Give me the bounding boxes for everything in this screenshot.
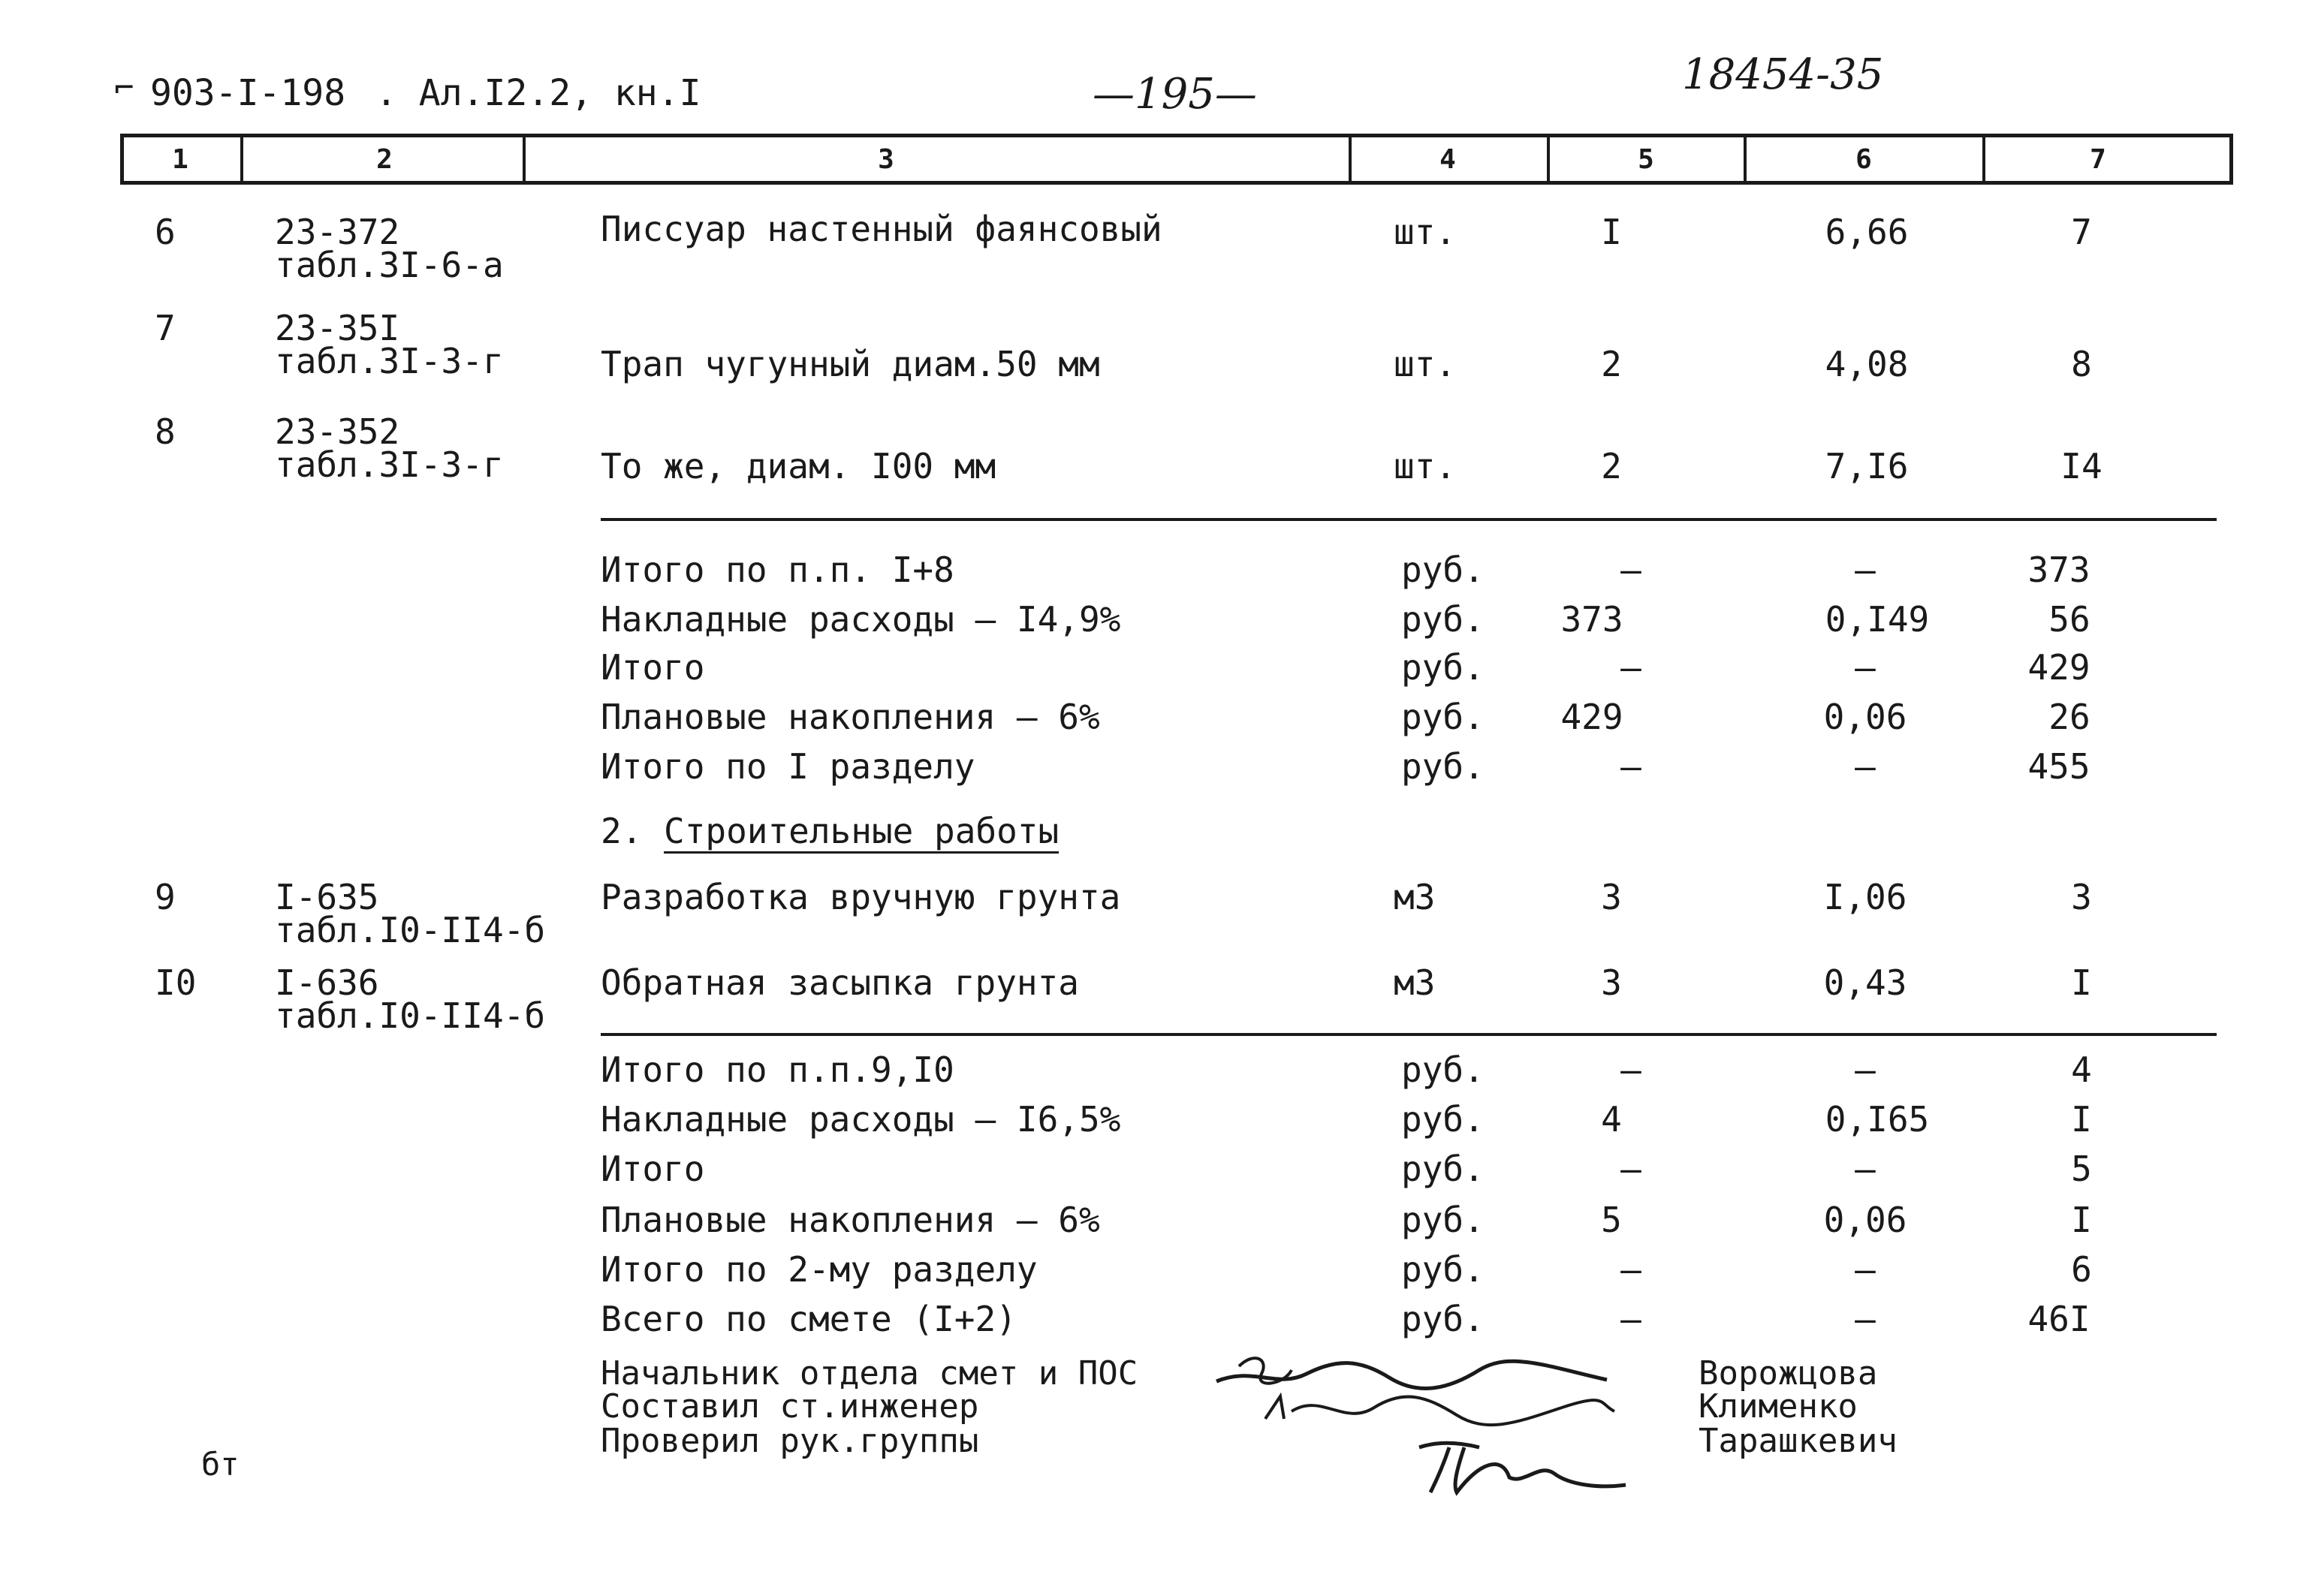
column-number: 5 [1638, 144, 1654, 175]
summary-divider [601, 518, 2217, 521]
summary-base: 5 [1601, 1200, 1622, 1240]
row-number: 8 [155, 411, 176, 452]
handwritten-signature [1262, 1389, 1622, 1434]
summary-rate: – [1855, 550, 1876, 590]
summary-rate: 0,06 [1823, 697, 1907, 737]
summary-base: – [1620, 746, 1641, 787]
rate-code: 23-372 [275, 212, 400, 252]
column-number: 2 [376, 144, 393, 175]
summary-base: – [1620, 1149, 1641, 1189]
corner-mark: ⌐ [114, 69, 134, 107]
rate-code: 23-35I [275, 308, 400, 348]
unit-price: 4,08 [1825, 344, 1909, 384]
rate-code: I-635 [275, 877, 379, 917]
total: 7 [2071, 212, 2092, 252]
summary-base: 4 [1601, 1099, 1622, 1140]
summary-unit: руб. [1401, 746, 1485, 787]
summary-unit: руб. [1401, 647, 1485, 688]
summary-unit: руб. [1401, 1249, 1485, 1290]
summary-base: – [1620, 1249, 1641, 1290]
unit: м3 [1394, 877, 1436, 917]
item-name: Обратная засыпка грунта [601, 962, 1079, 1003]
unit: шт. [1394, 212, 1457, 252]
summary-total: 373 [2027, 550, 2090, 590]
rate-table: табл.3I-3-г [275, 341, 504, 381]
summary-total: 429 [2027, 647, 2090, 688]
summary-rate: – [1855, 1049, 1876, 1090]
summary-rate: – [1855, 746, 1876, 787]
total: 3 [2071, 877, 2092, 917]
summary-total: I [2071, 1099, 2092, 1140]
summary-rate: 0,I49 [1825, 599, 1930, 640]
summary-unit: руб. [1401, 550, 1485, 590]
summary-unit: руб. [1401, 1299, 1485, 1339]
total: I4 [2060, 446, 2103, 486]
summary-unit: руб. [1401, 1200, 1485, 1240]
column-number: 1 [172, 144, 188, 175]
column-number: 4 [1439, 144, 1456, 175]
rate-code: 23-352 [275, 411, 400, 452]
album-ref: . Ал.I2.2, кн.I [375, 72, 701, 114]
item-name: Трап чугунный диам.50 мм [601, 344, 1100, 384]
column-number: 6 [1855, 144, 1872, 175]
summary-name: Накладные расходы – I6,5% [601, 1099, 1121, 1140]
col-divider [1349, 134, 1352, 185]
summary-name: Накладные расходы – I4,9% [601, 599, 1121, 640]
handwritten-signature [1412, 1432, 1629, 1500]
summary-unit: руб. [1401, 1099, 1485, 1140]
summary-rate: – [1855, 1249, 1876, 1290]
signature-role: Начальник отдела смет и ПОС [601, 1354, 1138, 1393]
rate-table: табл.I0-II4-б [275, 910, 546, 950]
summary-rate: – [1855, 1299, 1876, 1339]
unit-price: 6,66 [1825, 212, 1909, 252]
summary-base: – [1620, 1049, 1641, 1090]
rate-table: табл.I0-II4-б [275, 995, 546, 1036]
quantity: 2 [1601, 446, 1622, 486]
summary-name: Плановые накопления – 6% [601, 1200, 1100, 1240]
summary-name: Итого по п.п.9,I0 [601, 1049, 954, 1090]
summary-total: 6 [2071, 1249, 2092, 1290]
summary-name: Итого [601, 647, 705, 688]
summary-total: 5 [2071, 1149, 2092, 1189]
summary-total: 46I [2027, 1299, 2090, 1339]
col-divider [1744, 134, 1747, 185]
column-number: 3 [878, 144, 894, 175]
summary-total: 56 [2048, 599, 2090, 640]
quantity: 3 [1601, 962, 1622, 1003]
summary-name: Итого по I разделу [601, 746, 975, 787]
summary-unit: руб. [1401, 697, 1485, 737]
rate-table: табл.3I-6-а [275, 245, 504, 285]
summary-base: – [1620, 550, 1641, 590]
summary-unit: руб. [1401, 1049, 1485, 1090]
summary-base: 373 [1560, 599, 1623, 640]
column-header-strip [120, 134, 2233, 185]
signatory-name: Ворожцова [1699, 1354, 1878, 1393]
quantity: I [1601, 212, 1622, 252]
row-number: 7 [155, 308, 176, 348]
quantity: 3 [1601, 877, 1622, 917]
section-number: 2. [601, 811, 643, 851]
unit-price: I,06 [1823, 877, 1907, 917]
summary-name: Плановые накопления – 6% [601, 697, 1100, 737]
summary-rate: 0,06 [1823, 1200, 1907, 1240]
footer-mark: бт [201, 1446, 240, 1483]
summary-unit: руб. [1401, 599, 1485, 640]
col-divider [1982, 134, 1985, 185]
summary-base: – [1620, 1299, 1641, 1339]
summary-name: Всего по смете (I+2) [601, 1299, 1017, 1339]
total: 8 [2071, 344, 2092, 384]
row-number: I0 [155, 962, 197, 1003]
signatory-name: Клименко [1699, 1387, 1858, 1426]
summary-unit: руб. [1401, 1149, 1485, 1189]
signature-role: Проверил рук.группы [601, 1422, 979, 1460]
summary-rate: – [1855, 1149, 1876, 1189]
summary-rate: – [1855, 647, 1876, 688]
unit: шт. [1394, 446, 1457, 486]
summary-name: Итого по п.п. I+8 [601, 550, 954, 590]
summary-total: 26 [2048, 697, 2090, 737]
summary-base: 429 [1560, 697, 1623, 737]
col-divider [1547, 134, 1550, 185]
summary-total: I [2071, 1200, 2092, 1240]
unit-price: 0,43 [1823, 962, 1907, 1003]
summary-base: – [1620, 647, 1641, 688]
unit: м3 [1394, 962, 1436, 1003]
doc-code: 903-I-198 [150, 72, 346, 114]
unit-price: 7,I6 [1825, 446, 1909, 486]
summary-rate: 0,I65 [1825, 1099, 1930, 1140]
item-name: То же, диам. I00 мм [601, 446, 996, 486]
total: I [2071, 962, 2092, 1003]
inventory-number: 18454-35 [1682, 50, 1884, 99]
item-name: Писсуар настенный фаянсовый [601, 209, 1162, 249]
unit: шт. [1394, 344, 1457, 384]
signature-role: Составил ст.инженер [601, 1387, 979, 1426]
summary-total: 455 [2027, 746, 2090, 787]
page-number: —195— [1093, 70, 1257, 119]
rate-table: табл.3I-3-г [275, 444, 504, 485]
item-name: Разработка вручную грунта [601, 877, 1121, 917]
summary-total: 4 [2071, 1049, 2092, 1090]
column-number: 7 [2090, 144, 2106, 175]
rate-code: I-636 [275, 962, 379, 1003]
col-divider [523, 134, 526, 185]
summary-name: Итого [601, 1149, 705, 1189]
row-number: 6 [155, 212, 176, 252]
summary-name: Итого по 2-му разделу [601, 1249, 1038, 1290]
quantity: 2 [1601, 344, 1622, 384]
col-divider [240, 134, 243, 185]
section-title: Строительные работы [664, 814, 1059, 854]
summary-divider [601, 1033, 2217, 1036]
row-number: 9 [155, 877, 176, 917]
signatory-name: Тарашкевич [1699, 1422, 1898, 1460]
